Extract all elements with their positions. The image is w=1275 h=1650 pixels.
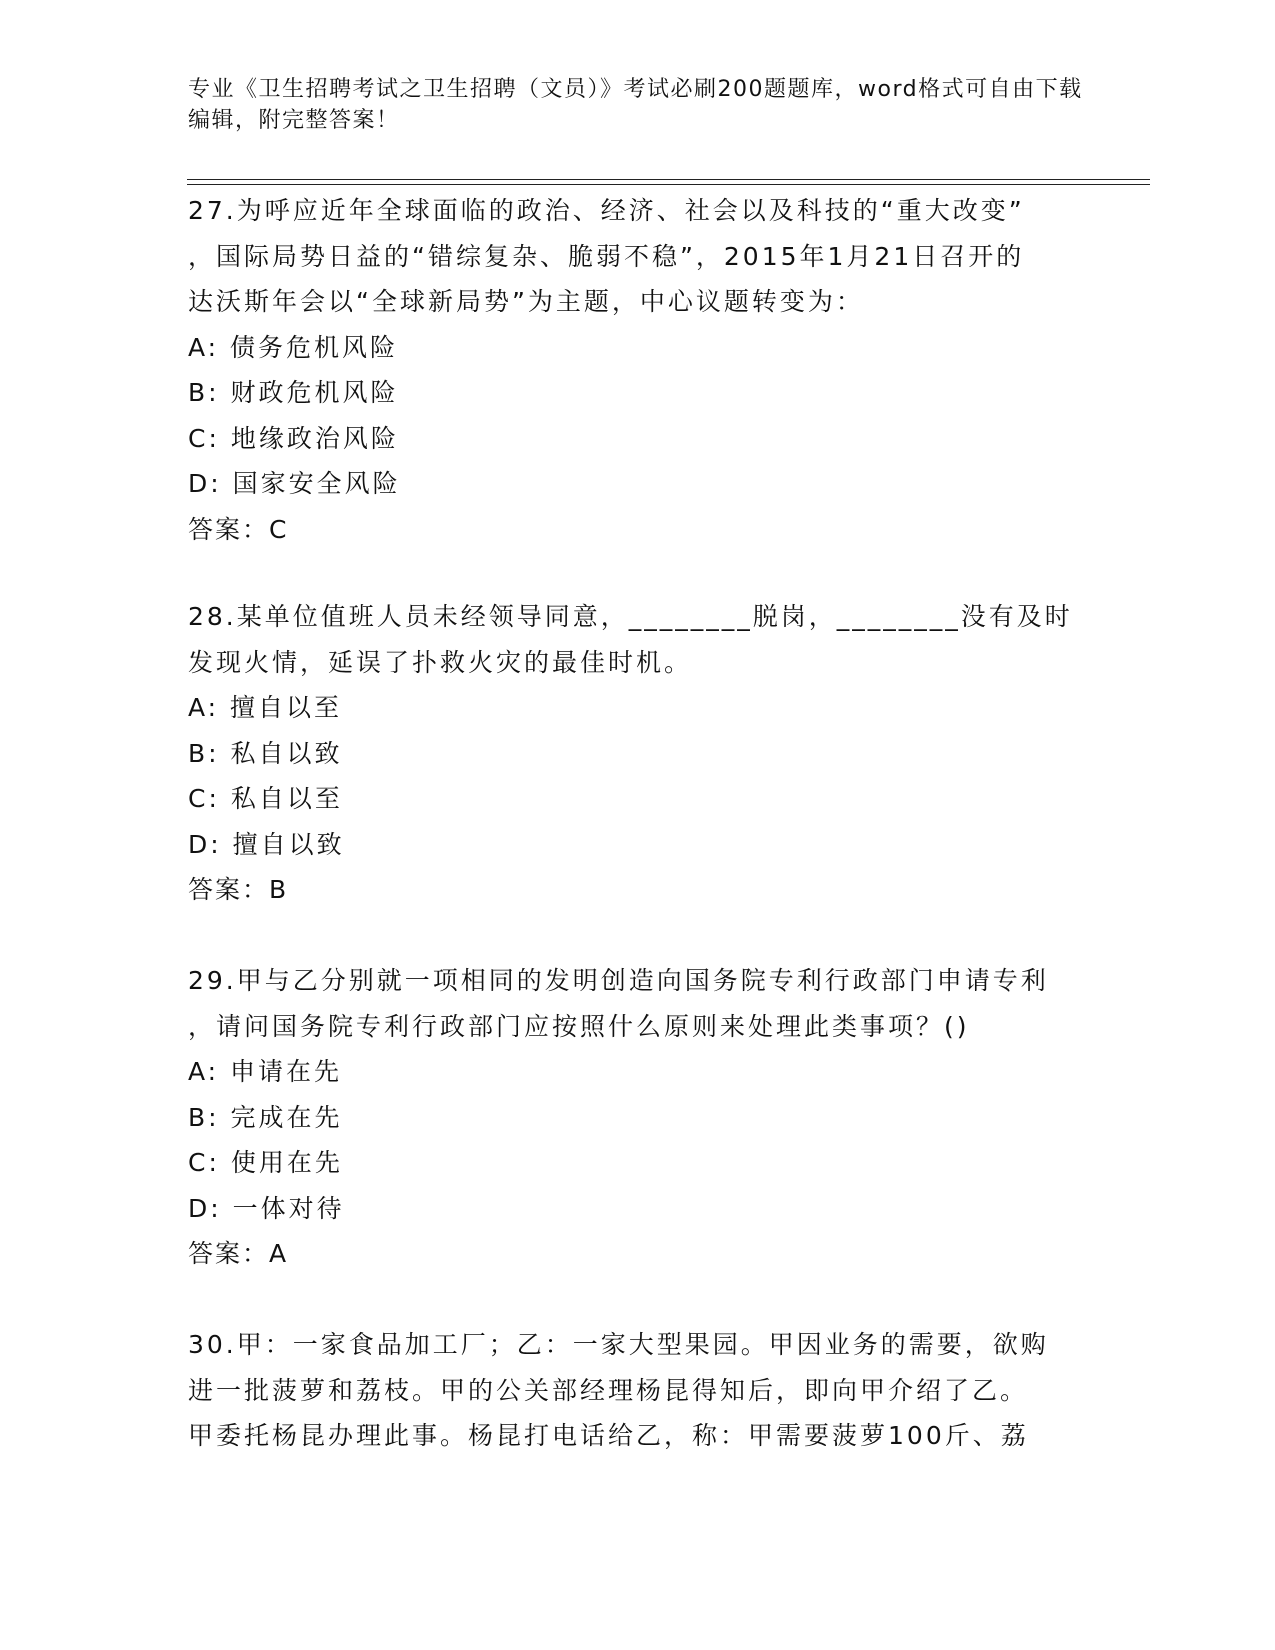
option-b: B: 私自以致 <box>188 738 343 768</box>
header-divider-top <box>187 179 1150 180</box>
question-27 <box>188 188 1088 552</box>
question-text-line: ，国际局势日益的“错综复杂、脆弱不稳”，2015年1月21日召开的 <box>188 241 1025 271</box>
option-d: D: 一体对待 <box>188 1193 345 1223</box>
option-a: A: 擅自以至 <box>188 693 343 722</box>
question-text-line: 27.为呼应近年全球面临的政治、经济、社会以及科技的“重大改变” <box>188 196 1025 225</box>
question-29 <box>188 958 1088 1277</box>
question-text-line: 进一批菠萝和荔枝。甲的公关部经理杨昆得知后，即向甲介绍了乙。 <box>188 1375 1029 1405</box>
option-c: C: 地缘政治风险 <box>188 423 399 453</box>
option-c: C: 使用在先 <box>188 1148 343 1177</box>
question-text-line: 30.甲：一家食品加工厂；乙：一家大型果园。甲因业务的需要，欲购 <box>188 1330 1049 1359</box>
option-a: A: 申请在先 <box>188 1057 343 1086</box>
answer: 答案：C <box>188 514 289 544</box>
answer: 答案：A <box>188 1239 289 1268</box>
answer: 答案：B <box>188 875 289 904</box>
document-header <box>188 74 1088 136</box>
question-text-line: 发现火情，延误了扑救火灾的最佳时机。 <box>188 647 693 677</box>
option-b: B: 完成在先 <box>188 1102 343 1132</box>
question-text-line: 29.甲与乙分别就一项相同的发明创造向国务院专利行政部门申请专利 <box>188 966 1049 995</box>
question-text-line: 28.某单位值班人员未经领导同意，________脱岗，________没有及时 <box>188 602 1073 631</box>
question-text-line: 甲委托杨昆办理此事。杨昆打电话给乙，称：甲需要菠萝100斤、荔 <box>188 1421 1029 1450</box>
option-c: C: 私自以至 <box>188 784 343 813</box>
option-a: A: 债务危机风险 <box>188 332 399 362</box>
option-b: B: 财政危机风险 <box>188 378 399 407</box>
question-28 <box>188 594 1088 913</box>
question-text-line: 达沃斯年会以“全球新局势”为主题，中心议题转变为： <box>188 287 864 316</box>
question-text-line: ，请问国务院专利行政部门应按照什么原则来处理此类事项？() <box>188 1011 970 1041</box>
header-divider-bottom <box>187 184 1150 185</box>
option-d: D: 擅自以致 <box>188 829 345 859</box>
question-30 <box>188 1322 1088 1459</box>
option-d: D: 国家安全风险 <box>188 469 401 498</box>
header-title: 专业《卫生招聘考试之卫生招聘（文员）》考试必刷200题题库，word格式可自由下载编辑，附完整答案！ <box>188 77 1083 133</box>
